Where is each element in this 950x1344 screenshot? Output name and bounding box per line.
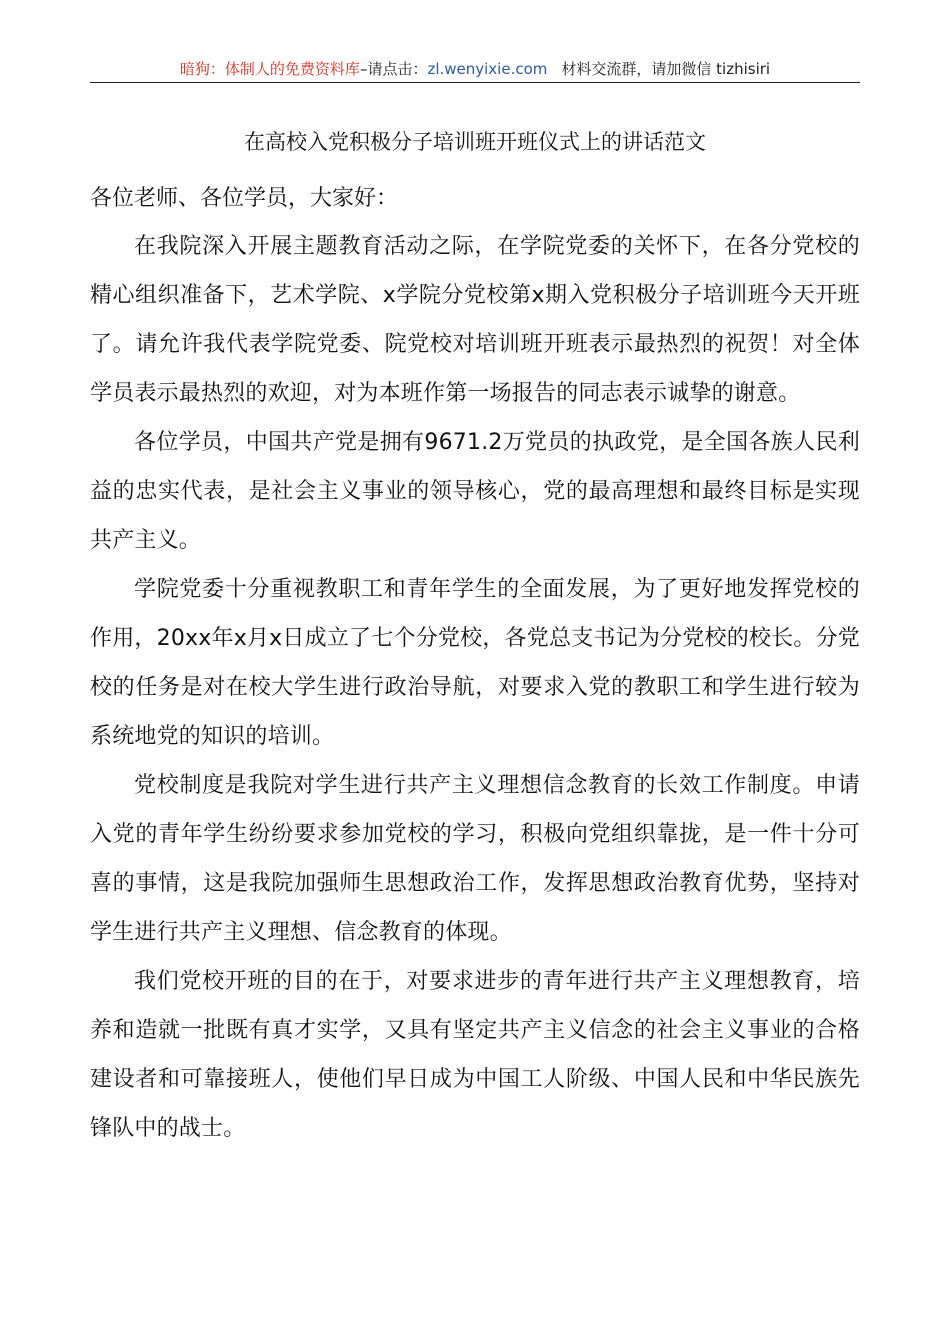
header-link[interactable]: zl.wenyixie.com	[427, 60, 548, 78]
header-prompt: –请点击：	[359, 60, 428, 78]
paragraph: 各位学员，中国共产党是拥有9671.2万党员的执政党，是全国各族人民利益的忠实代表，是社会主义事业的领导核心，党的最高理想和最终目标是实现共产主义。	[90, 430, 860, 553]
header-note: 材料交流群，请加微信 tizhisiri	[561, 60, 771, 78]
document-title: 在高校入党积极分子培训班开班仪式上的讲话范文	[244, 130, 706, 154]
page-header	[90, 58, 860, 83]
paragraph: 我们党校开班的目的在于，对要求进步的青年进行共产主义理想教育，培养和造就一批既有真才实学，又具有坚定共产主义信念的社会主义事业的合格建设者和可靠接班人，使他们早日成为中国工人阶级、中国人民和中华民族先锋队中的战士。	[90, 969, 860, 1141]
salutation: 各位老师、各位学员，大家好：	[90, 186, 399, 211]
paragraph: 在我院深入开展主题教育活动之际，在学院党委的关怀下，在各分党校的精心组织准备下，艺术学院、x学院分党校第x期入党积极分子培训班今天开班了。请允许我代表学院党委、院党校对培训班开班表示最热烈的祝贺！对全体学员表示最热烈的欢迎，对为本班作第一场报告的同志表示诚挚的谢意。	[90, 234, 860, 406]
paragraph: 党校制度是我院对学生进行共产主义理想信念教育的长效工作制度。申请入党的青年学生纷纷要求参加党校的学习，积极向党组织靠拢，是一件十分可喜的事情，这是我院加强师生思想政治工作，发挥思想政治教育优势，坚持对学生进行共产主义理想、信念教育的体现。	[90, 773, 860, 945]
paragraph: 学院党委十分重视教职工和青年学生的全面发展，为了更好地发挥党校的作用，20xx年x月x日成立了七个分党校，各党总支书记为分党校的校长。分党校的任务是对在校大学生进行政治导航，对要求入党的教职工和学生进行较为系统地党的知识的培训。	[90, 577, 860, 749]
header-brand: 暗狗：体制人的免费资料库	[179, 60, 360, 78]
document-body	[90, 222, 860, 1153]
